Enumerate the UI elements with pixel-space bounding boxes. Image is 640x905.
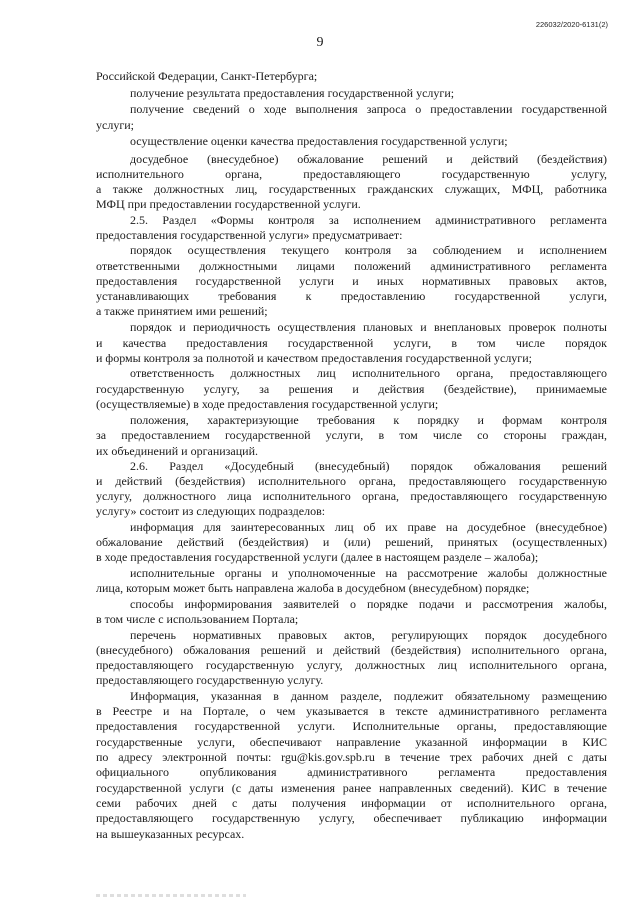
- text-line: Информация, указанная в данном разделе, подлежит обязательному размещению: [130, 689, 607, 703]
- text-line: способы информирования заявителей о порядке подачи и рассмотрения жалобы,: [130, 597, 607, 611]
- text-line: услуги;: [96, 118, 134, 132]
- text-line: (внесудебного) обжалования решений и действий (бездействия) исполнительного органа,: [96, 643, 607, 657]
- text-line: предоставления государственной услуги. Исполнительные органы, предоставляющие: [96, 719, 607, 733]
- text-line: услугу» состоит из следующих подразделов:: [96, 504, 326, 518]
- text-line: получение сведений о ходе выполнения запроса о предоставлении государственной: [130, 102, 607, 116]
- text-line: Российской Федерации, Санкт-Петербурга;: [96, 69, 318, 83]
- text-line: предоставления государственной услуги» предусматривает:: [96, 228, 403, 242]
- text-line: устанавливающих требования к предоставлению государственной услуги,: [96, 289, 607, 303]
- text-line: за предоставлением государственной услуги, в том числе со стороны граждан,: [96, 428, 607, 442]
- text-line: исполнительные органы и уполномоченные на рассмотрение жалобы должностные: [130, 566, 607, 580]
- text-line: порядок осуществления текущего контроля за соблюдением и исполнением: [130, 243, 607, 257]
- text-line: положения, характеризующие требования к порядку и формам контроля: [130, 413, 607, 427]
- text-line: ответственными должностными лицами положений административного регламента: [96, 259, 607, 273]
- text-line: и формы контроля за полнотой и качеством предоставления государственной услуги;: [96, 351, 532, 365]
- text-line: государственную услугу, за решения и действия (бездействие), принимаемые: [96, 382, 607, 396]
- text-line: порядок и периодичность осуществления плановых и внеплановых проверок полноты: [130, 320, 607, 334]
- text-line: перечень нормативных правовых актов, регулирующих порядок досудебного: [130, 628, 607, 642]
- text-line: предоставляющего государственную услугу.: [96, 673, 324, 687]
- text-line: обжалование действий (бездействия) и (или) решений, принятых (осуществленных): [96, 535, 607, 549]
- text-line: в Реестре и на Портале, о чем указывается в тексте административного регламента: [96, 704, 607, 718]
- text-line: 2.6. Раздел «Досудебный (внесудебный) порядок обжалования решений: [130, 459, 607, 473]
- text-line: на вышеуказанных ресурсах.: [96, 827, 245, 841]
- text-line: получение результата предоставления государственной услуги;: [130, 86, 455, 100]
- scan-artifact: [96, 894, 246, 897]
- text-line: услугу, должностного лица исполнительного органа, предоставляющего государственную: [96, 489, 607, 503]
- text-line: по адресу электронной почты: rgu@kis.gov.spb.ru в течение трех рабочих дней с даты: [96, 750, 607, 764]
- text-line: (осуществляемые) в ходе предоставления государственной услуги;: [96, 397, 439, 411]
- text-line: информация для заинтересованных лиц об их праве на досудебное (внесудебное): [130, 520, 607, 534]
- text-line: официального опубликования административного регламента предоставления: [96, 765, 607, 779]
- text-line: лица, которым может быть направлена жалоба в досудебном (внесудебном) порядке;: [96, 581, 530, 595]
- text-line: исполнительного органа, предоставляющего государственную услугу,: [96, 167, 607, 181]
- text-line: а также принятием ими решений;: [96, 304, 268, 318]
- text-line: ответственность должностных лиц исполнительного органа, предоставляющего: [130, 366, 607, 380]
- text-line: и качества предоставления государственной услуги, в том числе порядок: [96, 336, 607, 350]
- text-line: семи рабочих дней с даты получения информации от исполнительного органа,: [96, 796, 607, 810]
- text-line: предоставляющего государственную услугу, должностных лиц исполнительного органа,: [96, 658, 607, 672]
- text-line: а также должностных лиц, государственных гражданских служащих, МФЦ, работника: [96, 182, 607, 196]
- text-line: 2.5. Раздел «Формы контроля за исполнением административного регламента: [130, 213, 607, 227]
- text-line: осуществление оценки качества предоставления государственной услуги;: [130, 134, 508, 148]
- text-line: предоставляющего государственную услугу, обеспечивает публикацию информации: [96, 811, 607, 825]
- text-line: государственные услуги, обеспечивают направление указанной информации в КИС: [96, 735, 607, 749]
- text-line: досудебное (внесудебное) обжалование решений и действий (бездействия): [130, 152, 607, 166]
- text-line: МФЦ при предоставлении государственной услуги.: [96, 197, 361, 211]
- page-number: 9: [316, 35, 324, 50]
- text-line: в том числе с использованием Портала;: [96, 612, 299, 626]
- text-line: их объединений и организаций.: [96, 444, 258, 458]
- text-line: и действий (бездействия) исполнительного органа, предоставляющего государственную: [96, 474, 607, 488]
- document-code: 226032/2020-6131(2): [535, 20, 608, 29]
- text-line: предоставления государственной услуги и иных нормативных правовых актов,: [96, 274, 607, 288]
- text-line: в ходе предоставления государственной услуги (далее в настоящем разделе – жалоба);: [96, 550, 539, 564]
- text-line: государственной услуги (с даты изменения ранее направленных сведений). КИС в течение: [96, 781, 607, 795]
